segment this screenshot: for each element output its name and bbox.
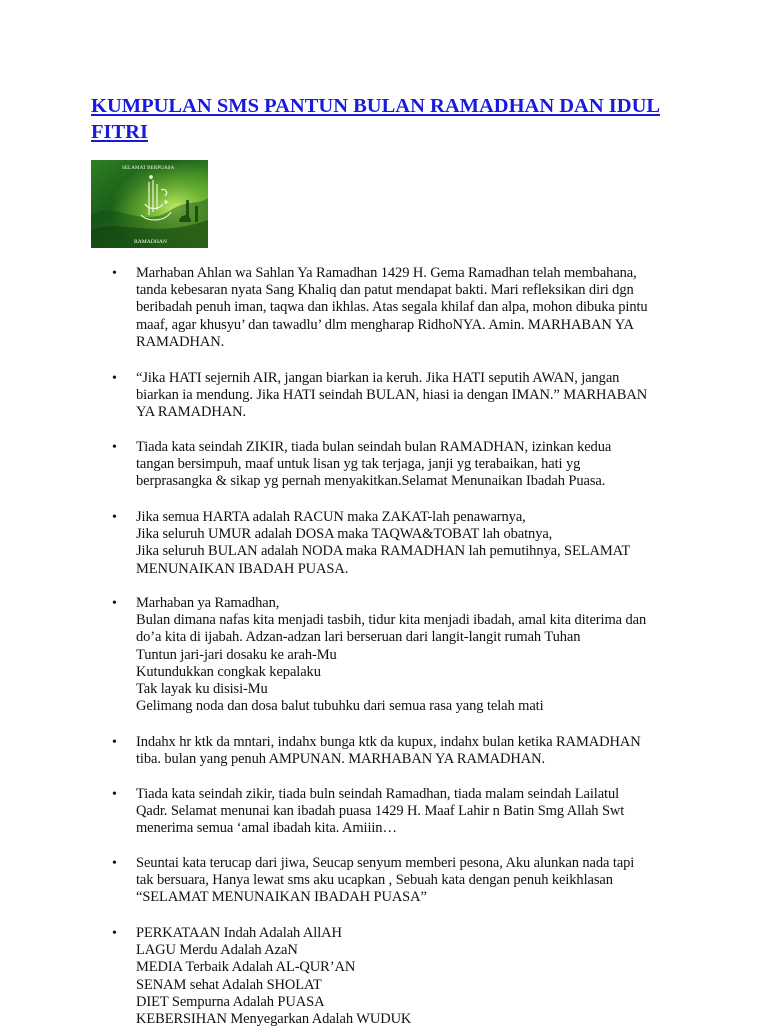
list-item <box>112 439 682 491</box>
list-item <box>112 855 682 907</box>
pantun-line: Qadr. Selamat menunai kan ibadah puasa 1429 H. Maaf Lahir n Batin Smg Allah Swt <box>136 803 625 820</box>
pantun-line: maaf, agar khusyu’ dan tawadlu’ dlm mengharap RidhoNYA. Amin. MARHABAN YA <box>136 316 634 333</box>
list-item <box>112 265 682 351</box>
image-bottom-text: RAMADHAN <box>134 239 167 245</box>
bullet-icon: • <box>112 371 117 386</box>
pantun-line: Bulan dimana nafas kita menjadi tasbih, tidur kita menjadi ibadah, amal kita diterima dan <box>136 612 647 629</box>
ramadhan-image-graphic <box>91 160 208 248</box>
pantun-line: Jika seluruh BULAN adalah NODA maka RAMADHAN lah pemutihnya, SELAMAT <box>136 543 631 560</box>
pantun-line: RAMADHAN. <box>136 333 225 350</box>
pantun-line: “Jika HATI sejernih AIR, jangan biarkan ia keruh. Jika HATI seputih AWAN, jangan <box>136 370 620 386</box>
pantun-line: do’a kita di ijabah. Adzan-adzan lari berseruan dari langit-langit rumah Tuhan <box>136 629 581 646</box>
bullet-icon: • <box>112 596 117 611</box>
pantun-line: Kutundukkan congkak kepalaku <box>136 663 321 680</box>
pantun-line: Jika semua HARTA adalah RACUN maka ZAKAT-lah penawarnya, <box>136 509 526 525</box>
pantun-line: menerima semua ‘amal ibadah kita. Amiiin… <box>136 820 397 837</box>
image-top-text: SELAMAT BERPUASA <box>122 165 175 171</box>
pantun-line: Tiada kata seindah ZIKIR, tiada bulan seindah bulan RAMADHAN, izinkan kedua <box>136 439 612 455</box>
bullet-icon: • <box>112 787 117 802</box>
pantun-line: biarkan ia mendung. Jika HATI seindah BULAN, hiasi ia dengan IMAN.” MARHABAN <box>136 387 648 404</box>
bullet-icon: • <box>112 440 117 455</box>
pantun-line: YA RAMADHAN. <box>136 404 246 421</box>
pantun-line: tanda kebesaran nyata Sang Khaliq dan patut mendapat bakti. Mari refleksikan diri dgn <box>136 282 634 299</box>
list-item <box>112 595 682 715</box>
page-title-link[interactable]: KUMPULAN SMS PANTUN BULAN RAMADHAN DAN IDUL FITRI <box>91 95 661 143</box>
bullet-icon: • <box>112 510 117 525</box>
bullet-icon: • <box>112 735 117 750</box>
pantun-line: Gelimang noda dan dosa balut tubuhku dari semua rasa yang telah mati <box>136 698 544 715</box>
pantun-line: MEDIA Terbaik Adalah AL-QUR’AN <box>136 959 356 976</box>
pantun-line: tak bersuara, Hanya lewat sms aku ucapkan , Sebuah kata dengan penuh keikhlasan <box>136 872 613 889</box>
ramadhan-greeting-image <box>91 160 208 248</box>
pantun-line: DIET Sempurna Adalah PUASA <box>136 993 325 1010</box>
pantun-line: “SELAMAT MENUNAIKAN IBADAH PUASA” <box>136 889 427 906</box>
pantun-line: Seuntai kata terucap dari jiwa, Seucap senyum memberi pesona, Aku alunkan nada tapi <box>136 855 635 871</box>
bullet-icon: • <box>112 856 117 871</box>
bullet-icon: • <box>112 926 117 941</box>
pantun-line: KEBERSIHAN Menyegarkan Adalah WUDUK <box>136 1011 412 1028</box>
list-item <box>112 509 682 578</box>
pantun-line: berprasangka & sikap yg pernah menyakitkan.Selamat Menunaikan Ibadah Puasa. <box>136 473 606 490</box>
pantun-line: PERKATAAN Indah Adalah AllAH <box>136 925 342 941</box>
pantun-line: Jika seluruh UMUR adalah DOSA maka TAQWA&TOBAT lah obatnya, <box>136 526 553 543</box>
pantun-line: Tiada kata seindah zikir, tiada buln seindah Ramadhan, tiada malam seindah Lailatul <box>136 786 620 802</box>
pantun-line: Tuntun jari-jari dosaku ke arah-Mu <box>136 646 337 663</box>
pantun-line: Indahx hr ktk da mntari, indahx bunga ktk da kupux, indahx bulan ketika RAMADHAN <box>136 734 641 750</box>
list-item <box>112 925 682 1028</box>
bullet-icon: • <box>112 266 117 281</box>
pantun-line: LAGU Merdu Adalah AzaN <box>136 942 298 959</box>
list-item <box>112 734 682 768</box>
pantun-line: Tak layak ku disisi-Mu <box>136 681 268 698</box>
list-item <box>112 786 682 838</box>
pantun-line: MENUNAIKAN IBADAH PUASA. <box>136 560 349 577</box>
pantun-line: Marhaban ya Ramadhan, <box>136 595 280 611</box>
pantun-line: Marhaban Ahlan wa Sahlan Ya Ramadhan 1429 H. Gema Ramadhan telah membahana, <box>136 265 637 281</box>
pantun-line: SENAM sehat Adalah SHOLAT <box>136 976 322 993</box>
pantun-line: tangan bersimpuh, maaf untuk lisan yg tak terjaga, janji yg terabaikan, hati yg <box>136 456 581 473</box>
list-item <box>112 370 682 422</box>
pantun-line: tiba. bulan yang penuh AMPUNAN. MARHABAN YA RAMADHAN. <box>136 751 546 768</box>
pantun-line: beribadah penuh iman, taqwa dan ikhlas. Atas segala khilaf dan alpa, mohon dibuka pintu <box>136 299 648 316</box>
